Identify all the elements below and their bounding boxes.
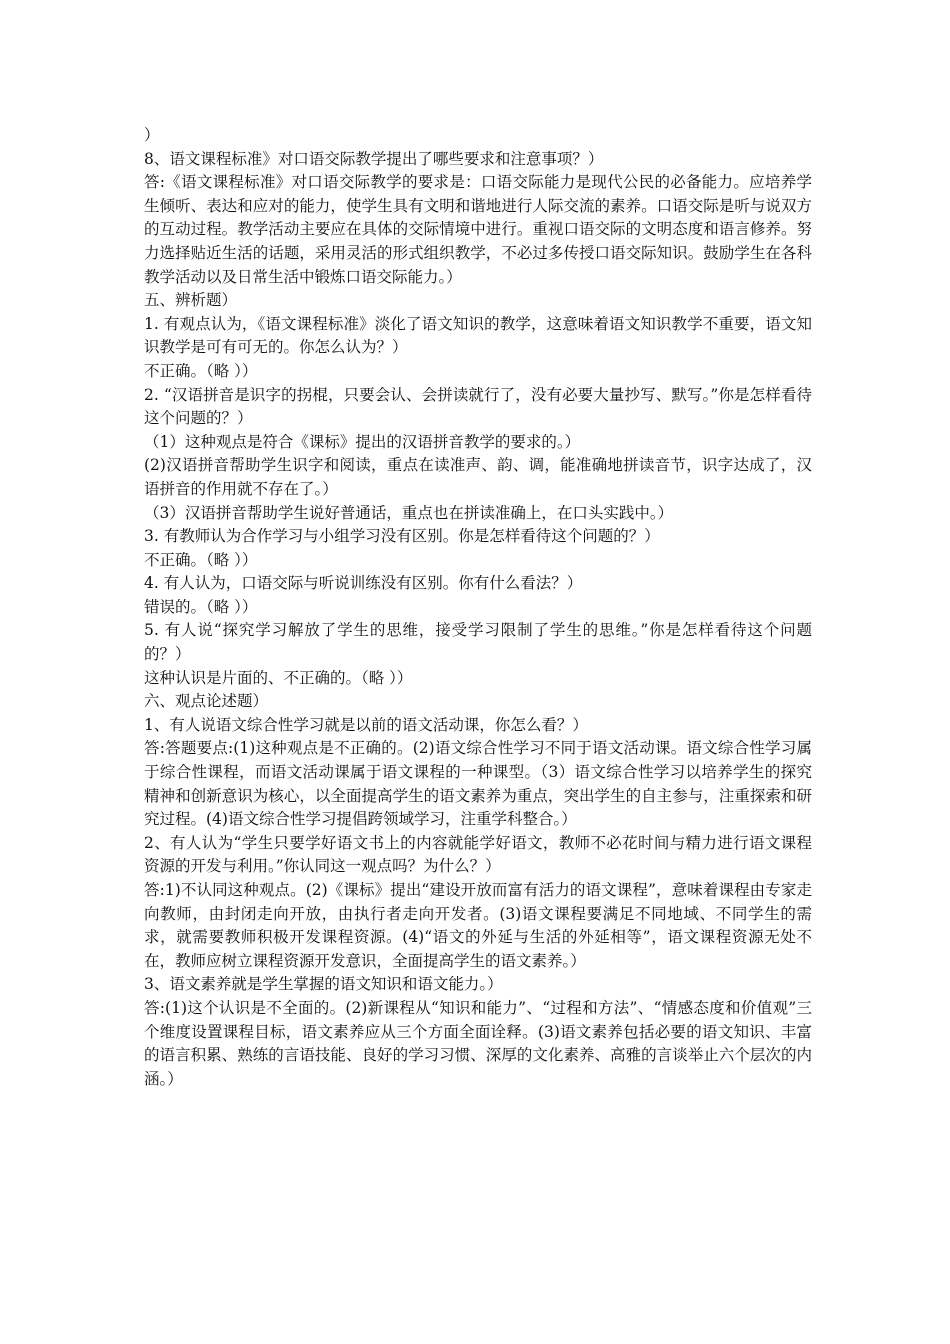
essay-question-3: 3、语文素养就是学生掌握的语文知识和语文能力。） [144,975,503,994]
analysis-answer-2-point-1: （1）这种观点是符合《课标》提出的汉语拼音教学的要求的。） [144,432,581,451]
essay-answer-2: 答:1)不认同这种观点。(2)《课标》提出“建设开放而富有活力的语文课程”，意味着课程由专家走向教师，由封闭走向开放，由执行者走向开发者。(3)语文课程要满足不同地域、不同学生的需求，就需要教师积极开发课程资源。(4)“语文的外延与生活的外延相等”，语文课程资源无处不在，教师应树立课程资源开发意识，全面提高学生的语文素养。） [144,881,812,970]
document-body [144,124,812,1091]
analysis-answer-4: 错误的。（略 ）） [144,597,258,616]
analysis-answer-2-point-3: （3）汉语拼音帮助学生说好普通话，重点也在拼读准确上，在口头实践中。） [144,503,674,522]
essay-answer-3: 答:(1)这个认识是不全面的。(2)新课程从“知识和能力”、“过程和方法”、“情感态度和价值观”三个维度设置课程目标，语文素养应从三个方面全面诠释。(3)语文素养包括必要的语文知识、丰富的语言积累、熟练的言语技能、良好的学习习惯、深厚的文化素养、高雅的言谈举止六个层次的内涵。） [144,998,812,1088]
analysis-question-2: 2. “汉语拼音是识字的拐棍，只要会认、会拼读就行了，没有必要大量抄写、默写。”你是怎样看待这个问题的？） [144,385,812,428]
section-heading-6: 六、观点论述题） [144,692,269,711]
answer-8: 答:《语文课程标准》对口语交际教学的要求是：口语交际能力是现代公民的必备能力。应培养学生倾听、表达和应对的能力，使学生具有文明和谐地进行人际交流的素养。口语交际是听与说双方的互动过程。教学活动主要应在具体的交际情境中进行。重视口语交际的文明态度和语言修养。努力选择贴近生活的话题，采用灵活的形式组织教学，不必过多传授口语交际知识。鼓励学生在各科教学活动以及日常生活中锻炼口语交际能力。） [144,173,812,286]
analysis-question-1: 1. 有观点认为，《语文课程标准》淡化了语文知识的教学，这意味着语文知识教学不重要，语文知识教学是可有可无的。你怎么认为？） [144,314,812,357]
analysis-question-5: 5. 有人说“探究学习解放了学生的思维，接受学习限制了学生的思维。”你是怎样看待这个问题的？） [144,621,812,664]
essay-question-2: 2、有人认为“学生只要学好语文书上的内容就能学好语文，教师不必花时间与精力进行语文课程资源的开发与利用。”你认同这一观点吗？为什么？） [144,833,812,876]
question-8: 8、语文课程标准》对口语交际教学提出了哪些要求和注意事项？） [144,149,604,168]
analysis-answer-3: 不正确。（略 ）） [144,550,258,569]
analysis-answer-1: 不正确。（略 ）） [144,361,258,380]
section-heading-5: 五、辨析题） [144,291,238,310]
analysis-answer-2-point-2: (2)汉语拼音帮助学生识字和阅读，重点在读准声、韵、调，能准确地拼读音节，识字达成了，汉语拼音的作用就不存在了。） [144,456,812,498]
analysis-question-4: 4. 有人认为，口语交际与听说训练没有区别。你有什么看法？） [144,574,583,593]
analysis-question-3: 3. 有教师认为合作学习与小组学习没有区别。你是怎样看待这个问题的？） [144,527,660,546]
essay-question-1: 1、有人说语文综合性学习就是以前的语文活动课，你怎么看？） [144,715,588,734]
analysis-answer-5: 这种认识是片面的、不正确的。（略 ）） [144,668,413,687]
essay-answer-1: 答:答题要点:(1)这种观点是不正确的。(2)语文综合性学习不同于语文活动课。语文综合性学习属于综合性课程，而语文活动课属于语文课程的一种课型。（3）语文综合性学习以培养学生的探究精神和创新意识为核心，以全面提高学生的语文素养为重点，突出学生的自主参与，注重探索和研究过程。(4)语文综合性学习提倡跨领域学习，注重学科整合。） [144,739,812,829]
paragraph-closing-paren: ） [144,126,160,144]
